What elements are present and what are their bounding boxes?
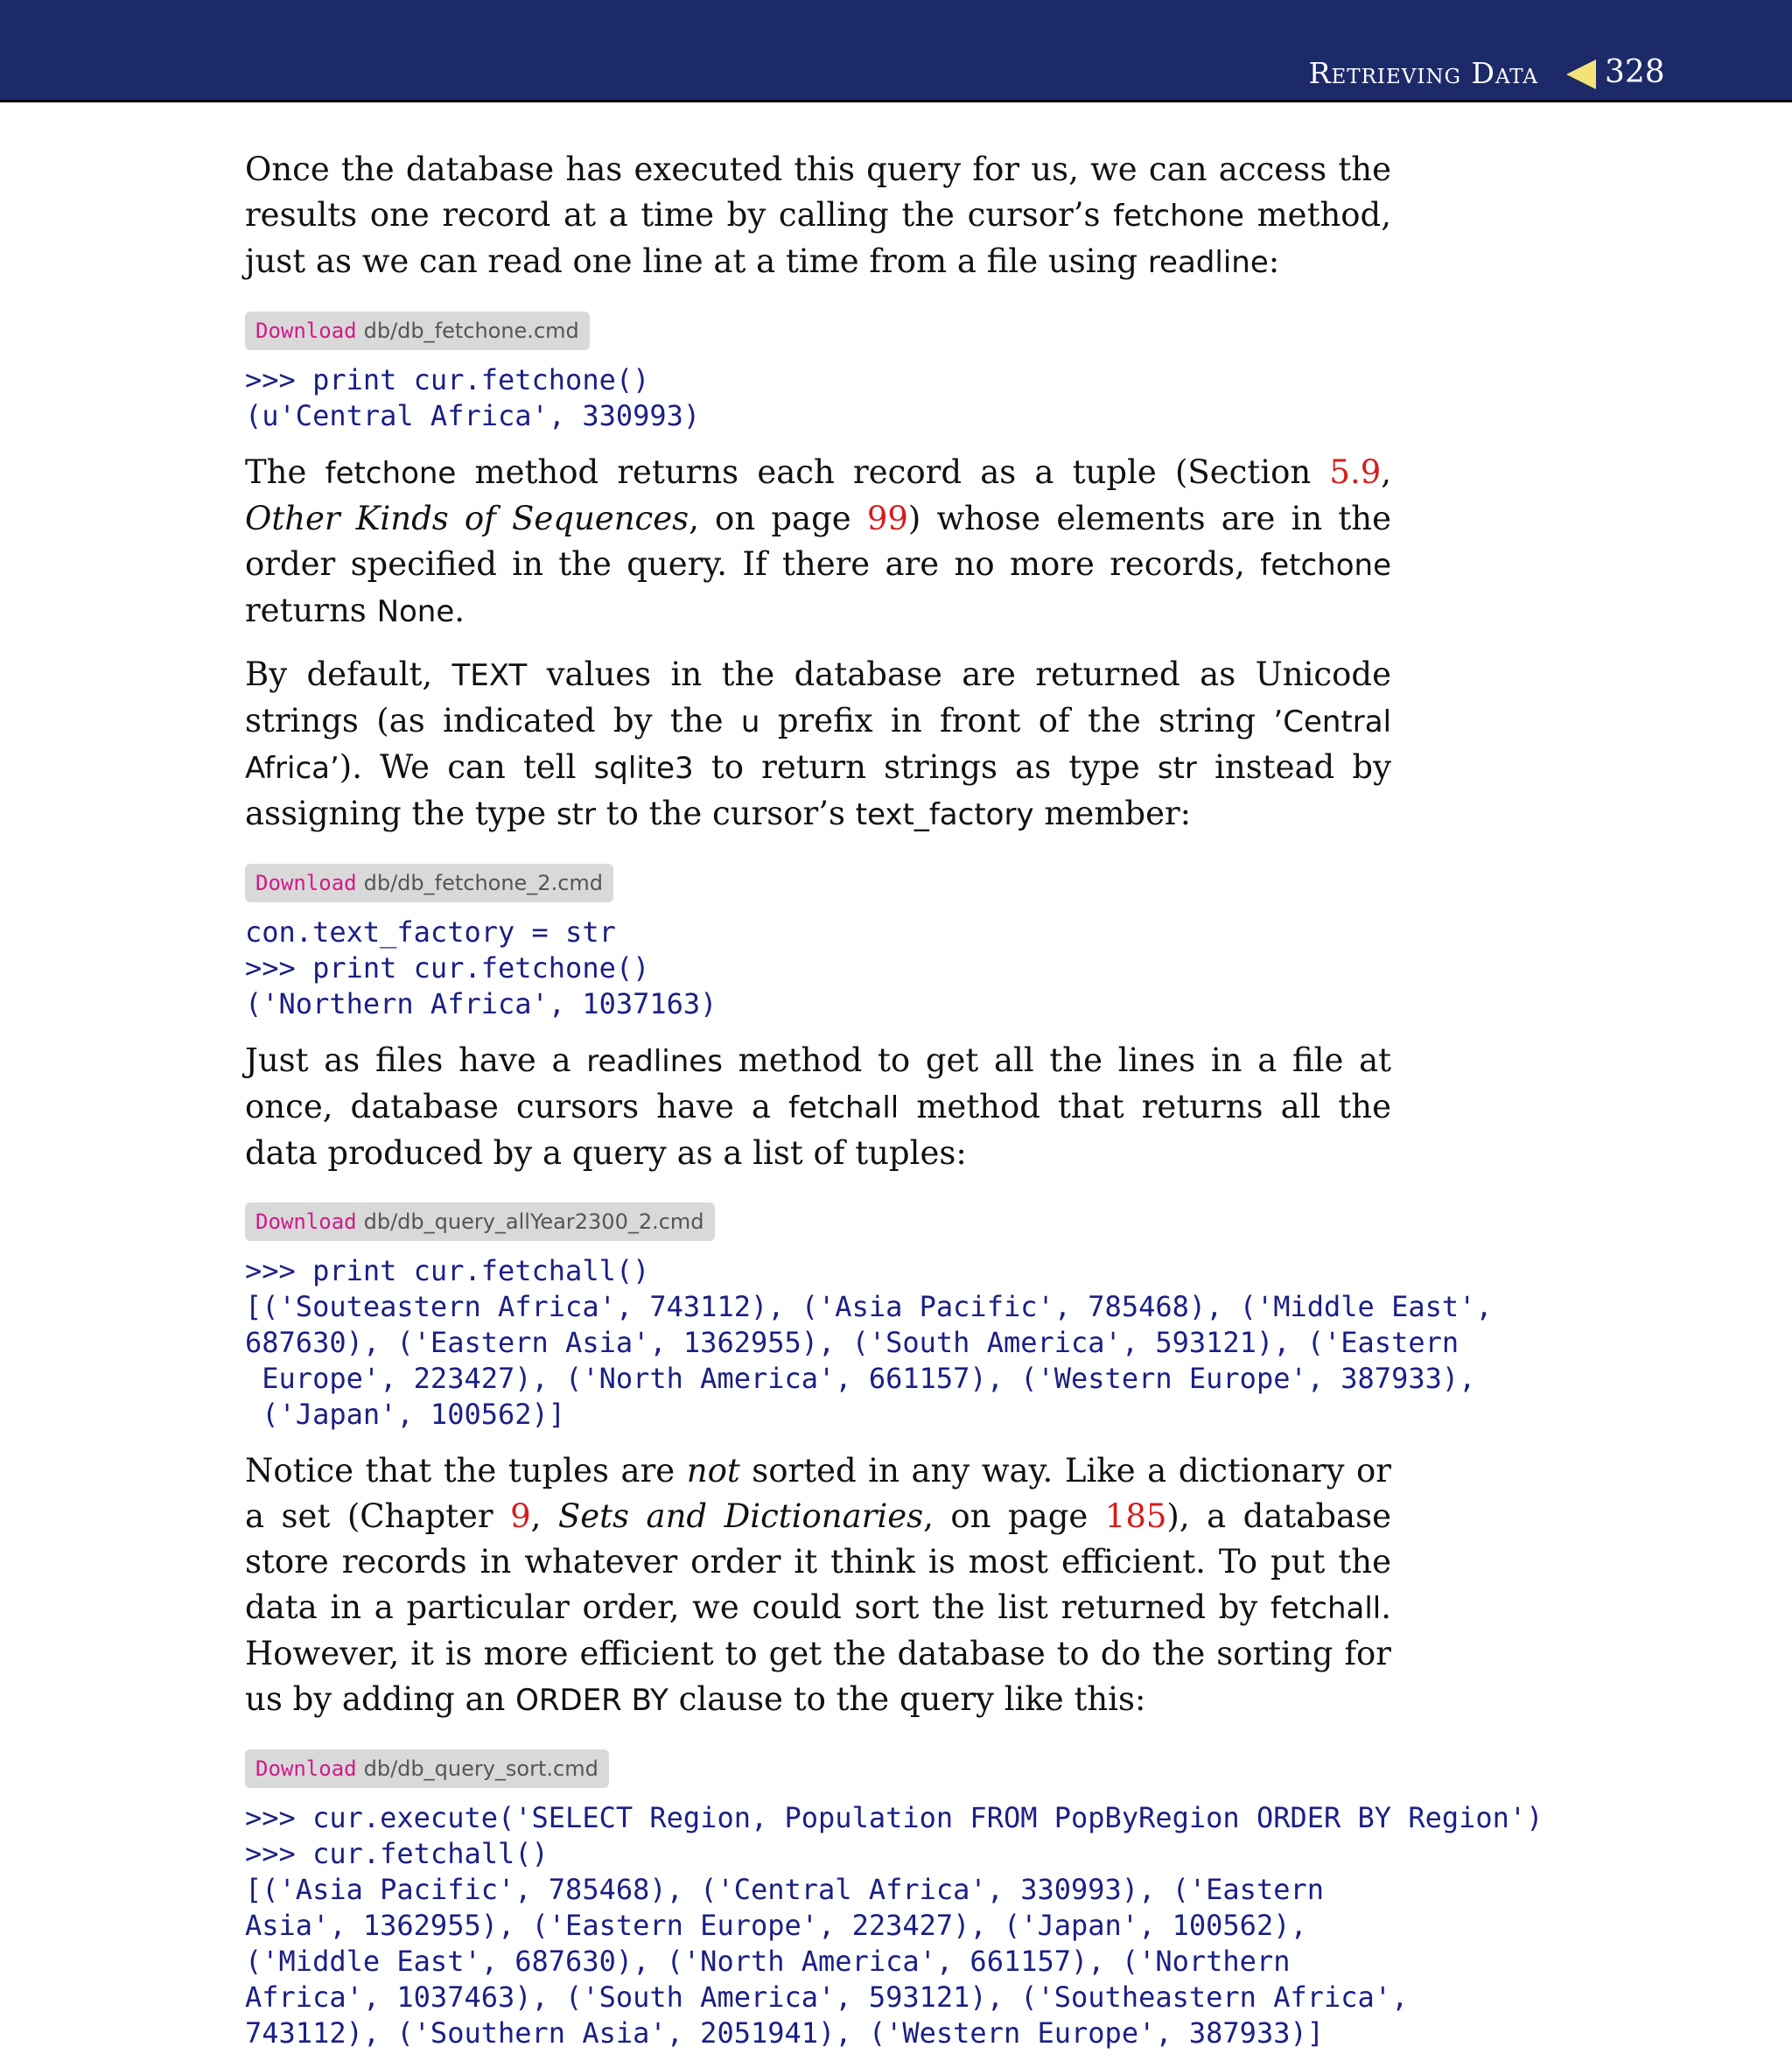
paragraph-order-by <box>245 1448 1391 1723</box>
text-run: method that returns all the data produced by a query as a list of tuples: <box>245 1088 1391 1172</box>
code-line: (u'Central Africa', 330993) <box>245 399 701 432</box>
code-block-fetchall <box>245 1253 1493 1433</box>
text-run: ), a database store records in whatever order it think is most efficient. To put the data in a particular order, we could sort the list returned by <box>245 1497 1391 1626</box>
inline-code: readlines <box>586 1044 723 1079</box>
chapter-link[interactable]: 9 <box>510 1497 531 1535</box>
text-run: to the cursor’s <box>596 795 856 832</box>
download-path[interactable]: db/db_fetchone.cmd <box>363 319 579 343</box>
running-header <box>0 0 1792 102</box>
italic-emphasis: not <box>686 1452 740 1490</box>
text-run: instead by assigning the type <box>245 748 1391 832</box>
text-run: , <box>530 1497 558 1535</box>
text-run: sorted in any way. Like a dictionary or a set (Chapter <box>245 1452 1391 1535</box>
inline-code: str <box>556 797 596 832</box>
code-block-order-by <box>245 1800 1544 2051</box>
code-line: [('Asia Pacific', 785468), ('Central Africa', 330993), ('Eastern <box>245 1873 1324 1906</box>
text-run: The <box>245 453 326 491</box>
download-label[interactable]: Download <box>256 1756 357 1781</box>
inline-code: ORDER BY <box>515 1683 668 1718</box>
page-link[interactable]: 99 <box>866 500 908 537</box>
download-label[interactable]: Download <box>256 319 357 343</box>
page-number: 328 <box>1605 54 1665 90</box>
inline-code: u <box>740 705 760 740</box>
code-line: >>> print cur.fetchone() <box>245 363 650 396</box>
section-link[interactable]: 5.9 <box>1329 453 1382 491</box>
text-run: Once the database has executed this query for us, we can access the results one record at a time by calling the cursor’s <box>245 151 1391 234</box>
download-path[interactable]: db/db_fetchone_2.cmd <box>363 871 604 895</box>
text-run: ). We can tell <box>339 748 594 786</box>
inline-code: str <box>1157 751 1197 786</box>
download-tab-db-fetchone[interactable] <box>245 312 590 350</box>
inline-code: fetchone <box>1113 199 1244 234</box>
download-tab-db-fetchone-2[interactable] <box>245 864 613 902</box>
italic-title: Sets and Dictionaries <box>557 1497 924 1535</box>
text-run: returns <box>245 592 377 629</box>
inline-code: sqlite3 <box>593 751 694 786</box>
inline-code: fetchone <box>1260 548 1391 583</box>
code-line: >>> print cur.fetchall() <box>245 1254 650 1287</box>
paragraph-fetchone-tuple <box>245 450 1391 634</box>
page-body <box>245 147 1544 2067</box>
text-run: ) whose elements are in the order specified in the query. If there are no more records, <box>245 500 1391 583</box>
text-run: By default, <box>245 655 452 693</box>
text-run: member: <box>1033 795 1192 832</box>
code-line: ('Middle East', 687630), ('North America', 661157), ('Northern <box>245 1945 1291 1978</box>
text-run: values in the database are returned as Unicode strings (as indicated by the <box>245 655 1392 740</box>
code-line: 743112), ('Southern Asia', 2051941), ('Western Europe', 387933)] <box>245 2016 1324 2050</box>
paragraph-text-factory <box>245 652 1391 838</box>
code-line: [('Souteastern Africa', 743112), ('Asia Pacific', 785468), ('Middle East', <box>245 1290 1493 1323</box>
code-line: >>> cur.execute('SELECT Region, Population FROM PopByRegion ORDER BY Region') <box>245 1801 1544 1834</box>
text-run: : <box>1268 242 1280 280</box>
running-header-title: Retrieving Data <box>1308 56 1538 90</box>
download-tab-db-query-allyear2300-2[interactable] <box>245 1202 715 1241</box>
text-run: , <box>1381 453 1392 491</box>
code-line: 687630), ('Eastern Asia', 1362955), ('South America', 593121), ('Eastern <box>245 1326 1460 1359</box>
page-link[interactable]: 185 <box>1104 1497 1167 1535</box>
text-run: to return strings as type <box>693 748 1158 786</box>
code-line: ('Northern Africa', 1037163) <box>245 987 718 1020</box>
inline-code: text_factory <box>855 797 1034 832</box>
download-path[interactable]: db/db_query_allYear2300_2.cmd <box>363 1209 704 1234</box>
text-run: . <box>454 592 466 629</box>
code-line: Europe', 223427), ('North America', 661157), ('Western Europe', 387933), <box>245 1362 1476 1395</box>
text-run: method to get all the lines in a file at once, database cursors have a <box>245 1041 1392 1125</box>
code-line: >>> print cur.fetchone() <box>245 951 650 985</box>
code-line: Asia', 1362955), ('Eastern Europe', 223427), ('Japan', 100562), <box>245 1909 1307 1942</box>
inline-code: ’Central Africa’ <box>245 705 1392 786</box>
paragraph-fetchall-intro <box>245 1038 1391 1176</box>
download-tab-db-query-sort[interactable] <box>245 1749 609 1788</box>
inline-code: readline <box>1147 245 1269 280</box>
text-run: method returns each record as a tuple (Section <box>456 453 1330 491</box>
text-run: , on page <box>923 1497 1105 1535</box>
code-line: Africa', 1037463), ('South America', 593121), ('Southeastern Africa', <box>245 1980 1409 2014</box>
inline-code: TEXT <box>452 658 528 693</box>
text-run: method, just as we can read one line at a time from a file using <box>245 196 1391 280</box>
previous-page-arrow-icon[interactable] <box>1566 60 1596 89</box>
text-run: Notice that the tuples are <box>245 1452 687 1490</box>
text-run: , on page <box>689 500 867 537</box>
italic-title: Other Kinds of Sequences <box>245 500 690 537</box>
code-line: >>> cur.fetchall() <box>245 1837 549 1870</box>
code-line: con.text_factory = str <box>245 915 616 949</box>
text-run: prefix in front of the string <box>760 702 1274 740</box>
text-run: clause to the query like this: <box>668 1680 1146 1718</box>
download-path[interactable]: db/db_query_sort.cmd <box>363 1756 598 1781</box>
text-run: . However, it is more efficient to get the database to do the sorting for us by adding an <box>245 1588 1391 1718</box>
download-label[interactable]: Download <box>256 1209 357 1234</box>
inline-code: fetchone <box>325 456 457 491</box>
code-block-text-factory <box>245 915 1391 1022</box>
code-line: ('Japan', 100562)] <box>245 1398 566 1431</box>
inline-code: fetchall <box>1270 1591 1382 1626</box>
paragraph-fetchone-intro <box>245 147 1391 285</box>
download-label[interactable]: Download <box>256 871 357 895</box>
inline-code: None <box>376 594 455 629</box>
text-run: Just as files have a <box>245 1041 587 1079</box>
inline-code: fetchall <box>788 1090 900 1125</box>
code-block-fetchone <box>245 362 1391 434</box>
